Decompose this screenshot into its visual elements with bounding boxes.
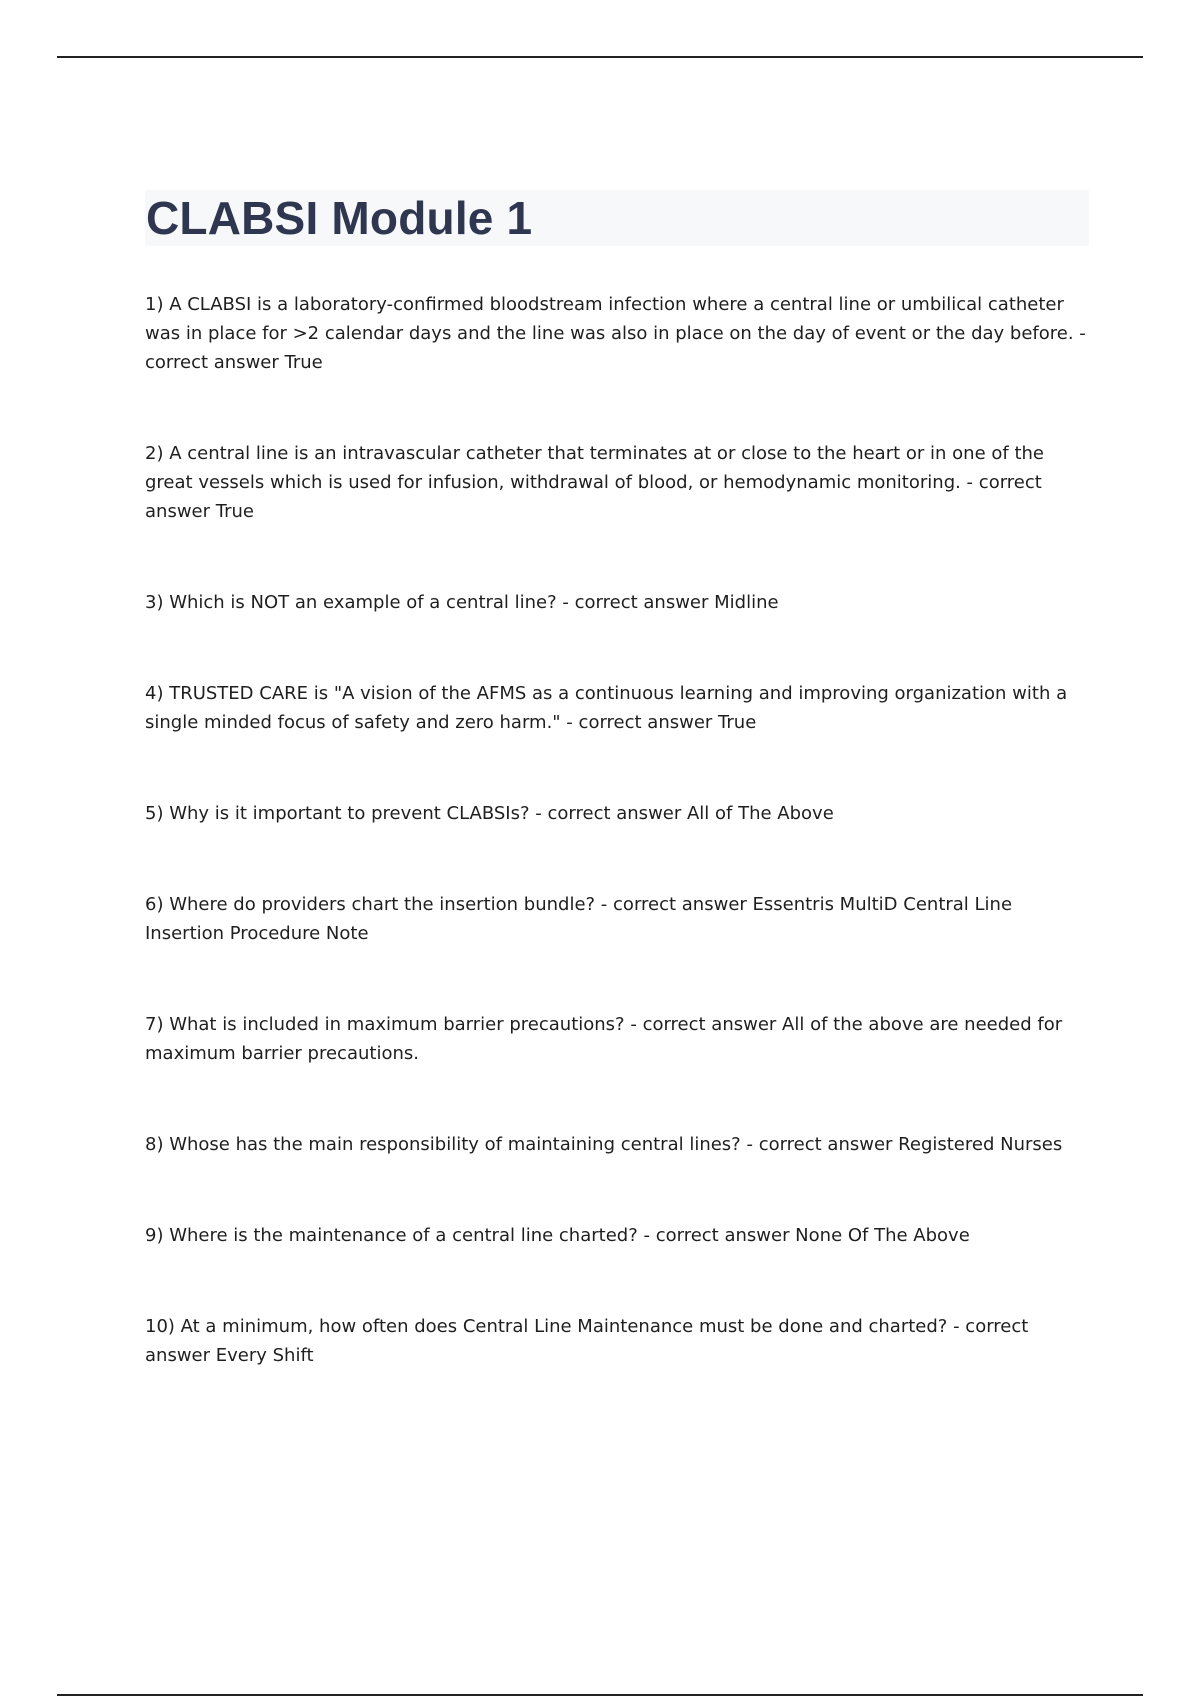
question-item-1	[145, 290, 1089, 377]
question-text: 4) TRUSTED CARE is "A vision of the AFMS as a continuous learning and improving organization with a single minded focus of safety and zero harm." -	[145, 683, 1068, 733]
question-text: 2) A central line is an intravascular catheter that terminates at or close to the heart or in one of the great vessels which is used for infusion, withdrawal of blood, or hemodynamic monitoring. -	[145, 443, 1044, 493]
answer-text: correct answer None Of The Above	[655, 1225, 970, 1246]
question-item-9	[145, 1221, 1089, 1250]
header-rule	[57, 56, 1143, 58]
question-text: 5) Why is it important to prevent CLABSIs? -	[145, 803, 542, 824]
document-body	[145, 190, 1089, 1370]
question-item-3	[145, 588, 1089, 617]
question-item-2	[145, 439, 1089, 526]
question-text: 10) At a minimum, how often does Central Line Maintenance must be done and charted? -	[145, 1316, 960, 1337]
answer-text: correct answer Essentris MultiD Central Line Insertion Procedure Note	[145, 894, 1013, 944]
question-text: 1) A CLABSI is a laboratory-confirmed bloodstream infection where a central line or umbilical catheter was in place for >2 calendar days and the line was also in place on the day of event or the day before. -	[145, 294, 1086, 344]
question-text: 6) Where do providers chart the insertion bundle? -	[145, 894, 608, 915]
page-title: CLABSI Module 1	[146, 192, 533, 244]
footer-rule	[57, 1694, 1143, 1696]
question-text: 8) Whose has the main responsibility of maintaining central lines? -	[145, 1134, 753, 1155]
question-text: 9) Where is the maintenance of a central line charted? -	[145, 1225, 650, 1246]
title-block	[145, 190, 1089, 246]
answer-text: correct answer True	[145, 352, 323, 373]
answer-text: correct answer All of The Above	[547, 803, 834, 824]
answer-text: correct answer True	[578, 712, 757, 733]
answer-text: correct answer Registered Nurses	[758, 1134, 1063, 1155]
question-item-5	[145, 799, 1089, 828]
question-text: 3) Which is NOT an example of a central line? -	[145, 592, 569, 613]
answer-text: correct answer Every Shift	[145, 1316, 1029, 1366]
answer-text: correct answer All of the above are needed for maximum barrier precautions.	[145, 1014, 1063, 1064]
question-list	[145, 290, 1089, 1370]
question-text: 7) What is included in maximum barrier precautions? -	[145, 1014, 637, 1035]
answer-text: correct answer True	[145, 472, 1042, 522]
question-item-10	[145, 1312, 1089, 1370]
answer-text: correct answer Midline	[574, 592, 779, 613]
question-item-7	[145, 1010, 1089, 1068]
question-item-4	[145, 679, 1089, 737]
question-item-8	[145, 1130, 1089, 1159]
question-item-6	[145, 890, 1089, 948]
